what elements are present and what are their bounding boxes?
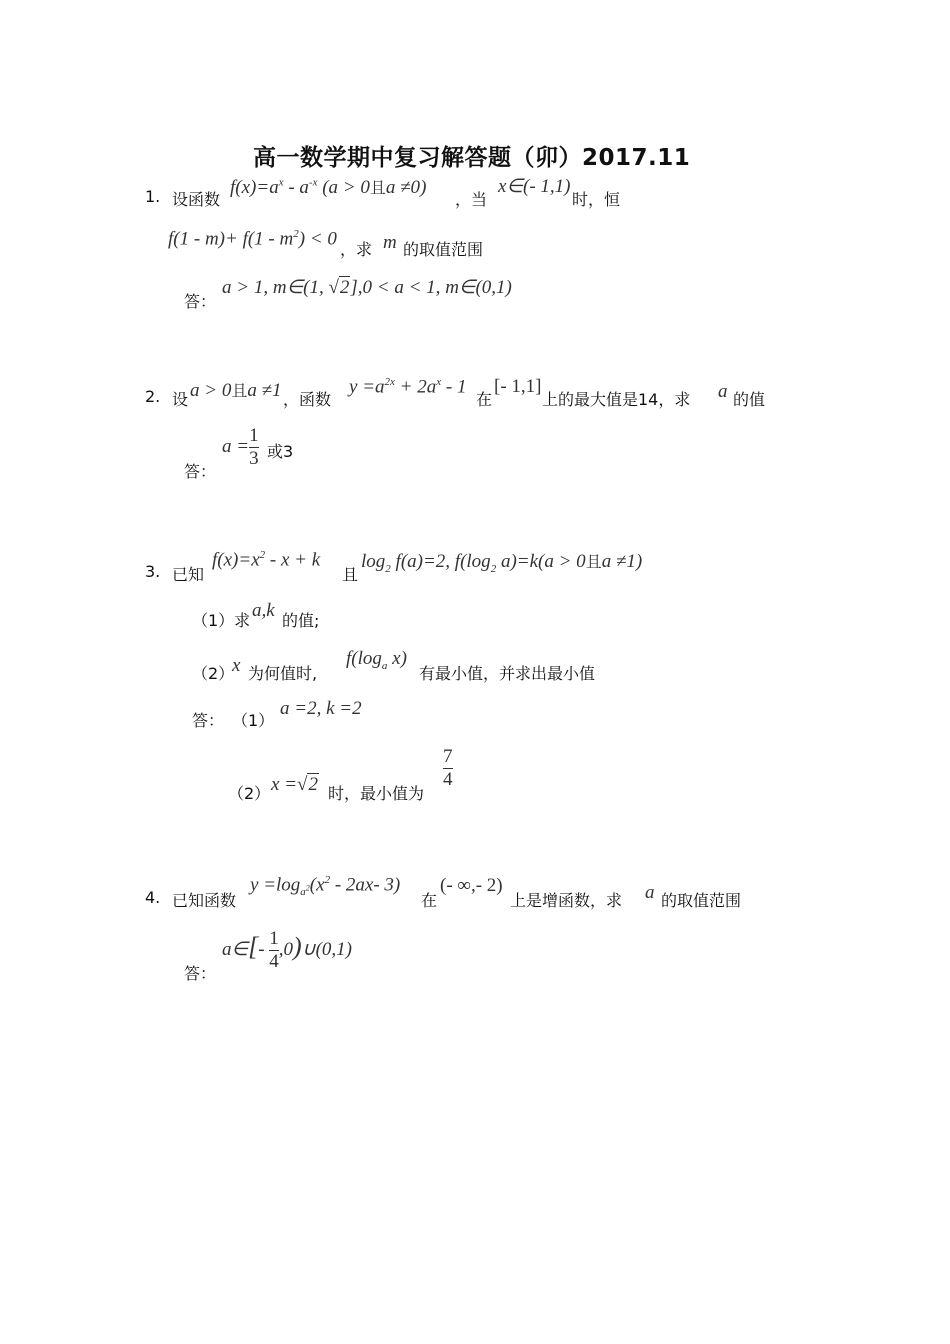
page-title: 高一数学期中复习解答题（卯）2017.11 (253, 145, 691, 171)
formula: $f(\log_a$ x) (346, 648, 407, 672)
question-text: 的取值范围 (403, 240, 484, 259)
question-text: 上是增函数，求 (510, 891, 623, 910)
question-text: 的取值范围 (661, 891, 742, 910)
question-text: 的值 (733, 390, 766, 409)
answer: a > 1, m∈(1, √2],0 < a < 1, m∈(0,1) (222, 277, 512, 298)
answer-label: 答： (192, 711, 225, 730)
question-number: 2. (145, 387, 161, 406)
answer-part: （1） (232, 711, 275, 730)
answer-label: 答： (184, 964, 217, 983)
numerator: 7 (443, 746, 453, 767)
answer: a =2, k =2 (280, 698, 362, 719)
formula: $y =a^{2x} + 2a^x - 1$ (349, 376, 467, 398)
question-text: 时，恒 (572, 190, 621, 209)
variable: a (718, 381, 728, 402)
answer: a∈[- $\frac{1}{4}$ ,0)∪(0,1) (222, 928, 352, 972)
formula: $f(x)=x^2 - x + k$ (212, 549, 321, 571)
answer: x =√2 (271, 774, 318, 795)
formula: (- ∞,- 2) (440, 875, 503, 896)
answer-text: 或3 (267, 442, 294, 461)
question-text: 上的最大值是14，求 (542, 390, 691, 409)
variable: x (232, 655, 241, 676)
formula: x∈(- 1,1) (498, 176, 571, 197)
formula: [- 1,1] (494, 376, 542, 397)
question-text: ，求 (340, 240, 373, 259)
sub-question: （1）求 (192, 611, 251, 630)
formula: $f(1 - m)+ f(1 - m^2) < 0$ (168, 228, 337, 250)
formula: $y =\log_{a^2}(x^2 - 2ax-$ 3) (250, 874, 401, 899)
question-text: 已知函数 (172, 891, 237, 910)
fraction (443, 746, 453, 791)
variable: a,k (252, 600, 275, 621)
question-number: 3. (145, 562, 161, 581)
answer-label: 答： (184, 462, 217, 481)
answer-part: （2） (228, 784, 271, 803)
question-number: 4. (145, 888, 161, 907)
question-text: 为何值时, (248, 664, 318, 683)
question-text: ，函数 (283, 390, 332, 409)
question-text: 设 (172, 390, 189, 409)
question-text: 设函数 (172, 190, 221, 209)
formula: $\log_2 f(a)=2$, $f(\log_2$ a)=k(a > 0且a ≠1) (361, 551, 643, 575)
question-text: 且 (342, 565, 359, 584)
question-text: 有最小值，并求出最小值 (419, 664, 596, 683)
question-text: 的值; (282, 611, 320, 630)
question-text: ，当 (455, 190, 488, 209)
question-text: 已知 (172, 565, 205, 584)
answer: a = $\frac{1}{3}$ (222, 425, 259, 469)
answer-text: 时，最小值为 (328, 784, 425, 803)
answer-label: 答： (184, 292, 217, 311)
question-text: 在 (476, 390, 493, 409)
question-text: 在 (421, 891, 438, 910)
denominator: 4 (443, 769, 453, 790)
question-number: 1. (145, 187, 161, 206)
formula: a > 0且a ≠1 (190, 380, 282, 401)
formula: $f(x)=a^x - a^{-x}$ (a > 0且a ≠0) (230, 176, 427, 198)
variable: m (383, 232, 397, 253)
variable: a (645, 882, 655, 903)
sub-question: （2） (192, 664, 235, 683)
